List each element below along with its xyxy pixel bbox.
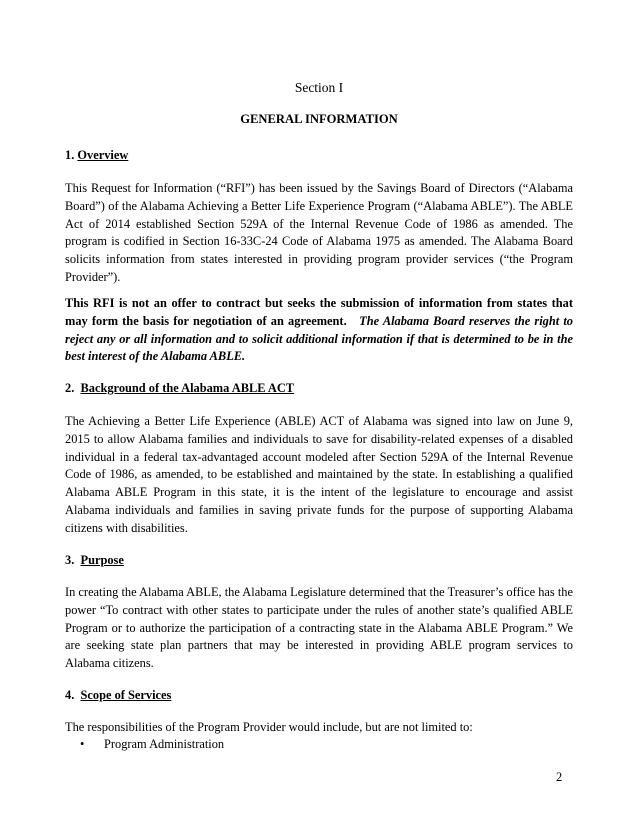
rfi-notice-paragraph [65, 295, 573, 366]
heading-scope-of-services [65, 688, 171, 703]
notice-bold-text: This RFI is not an offer to contract but seeks the submission of information from states that may form the basis for negotiation of an agreement. [65, 296, 573, 328]
notice-bold-italic-text: The Alabama Board reserves the right to reject any or all information and to solicit additional information if that is determined to be in the best interest of the Alabama ABLE. [65, 313, 574, 364]
purpose-paragraph: In creating the Alabama ABLE, the Alabama Legislature determined that the Treasurer’s office has the power “To contract with other states to participate under the rules of another state’s qualified ABLE Program or to authorize the participation of a contracting state in the Alabama ABLE Program.” We are seeking state plan partners that may be interested in providing ABLE program services to Alabama citizens. [65, 585, 573, 671]
heading-number: 1. [65, 148, 75, 162]
heading-title: Background of the Alabama ABLE ACT [80, 381, 295, 395]
heading-title: Purpose [80, 553, 124, 567]
section-label: Section I [294, 80, 344, 95]
scope-intro-paragraph: The responsibilities of the Program Provider would include, but are not limited to: [65, 720, 473, 734]
background-paragraph: The Achieving a Better Life Experience (ABLE) ACT of Alabama was signed into law on June 9, 2015 to allow Alabama families and individuals to save for disability-related expenses of a disabled individual in a federal tax-advantaged account modeled after Section 529A of the Internal Revenue Code of 1986, as amended, to be established and maintained by the state. In establishing a qualified Alabama ABLE Program in this state, it is the intent of the legislature to encourage and assist Alabama individuals and families in saving private funds for the purpose of supporting Alabama citizens with disabilities. [65, 414, 573, 535]
overview-paragraph: This Request for Information (“RFI”) has been issued by the Savings Board of Directors (“Alabama Board”) of the Alabama Achieving a Better Life Experience Program (“Alabama ABLE”). The ABLE Act of 2014 established Section 529A of the Internal Revenue Code of 1986 as amended. The program is codified in Section 16-33C-24 Code of Alabama 1975 as amended. The Alabama Board solicits information from states interested in providing program provider services (“the Program Provider”). [65, 181, 573, 284]
page-number: 2 [556, 770, 563, 784]
list-item [80, 737, 224, 752]
heading-number: 3. [65, 553, 75, 567]
heading-background [65, 381, 294, 396]
heading-purpose [65, 553, 124, 568]
heading-number: 4. [65, 688, 75, 702]
heading-overview [65, 148, 128, 163]
section-title: GENERAL INFORMATION [240, 112, 398, 126]
list-item-text: Program Administration [104, 737, 225, 751]
heading-title: Scope of Services [80, 688, 172, 702]
heading-number: 2. [65, 381, 75, 395]
heading-title: Overview [77, 148, 129, 162]
bullet-icon: • [80, 737, 85, 751]
